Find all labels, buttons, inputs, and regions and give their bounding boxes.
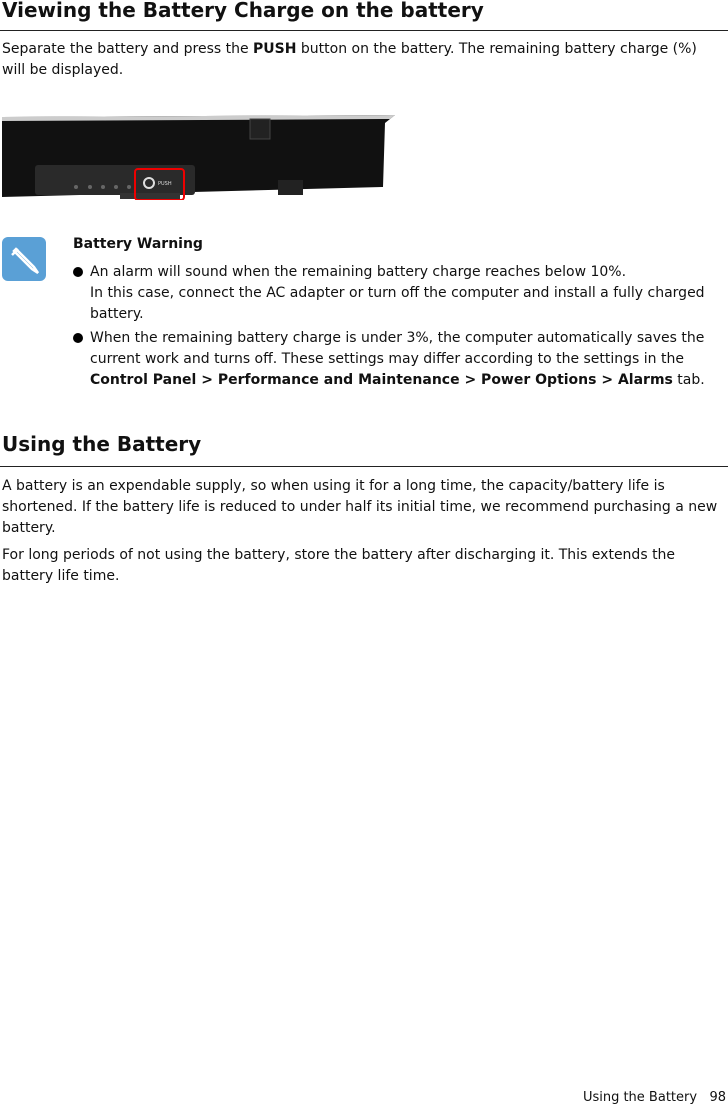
divider <box>0 466 728 467</box>
paragraph: For long periods of not using the battery, store the battery after discharging it. This extends the battery life time. <box>2 547 676 584</box>
push-bold: PUSH <box>253 41 297 57</box>
section-title: Viewing the Battery Charge on the battery <box>2 0 484 22</box>
text: An alarm will sound when the remaining battery charge reaches below 10%. <box>90 264 627 280</box>
footer-section: Using the Battery <box>582 1090 698 1105</box>
battery-image <box>0 105 400 200</box>
push-label: PUSH <box>158 181 172 187</box>
section-title: Using the Battery <box>2 432 202 456</box>
bullet-icon <box>73 333 83 343</box>
text: tab. <box>672 372 705 388</box>
pencil-note-icon <box>2 237 46 281</box>
text: button on the battery. The remaining battery charge (%) will be displayed. <box>2 41 697 78</box>
warning-bullet <box>73 328 728 391</box>
page-number: 98 <box>709 1090 726 1105</box>
text: When the remaining battery charge is under 3%, the computer automatically saves the current work and turns off. These settings may differ according to the settings in the <box>90 330 705 367</box>
intro-paragraph <box>2 39 724 81</box>
bullet-icon <box>73 267 83 277</box>
page-footer <box>583 1090 726 1105</box>
settings-path: Control Panel > Performance and Maintenance > Power Options > Alarms <box>90 372 673 388</box>
text: In this case, connect the AC adapter or turn off the computer and install a fully charged battery. <box>90 285 705 322</box>
divider <box>0 30 728 31</box>
paragraph: A battery is an expendable supply, so when using it for a long time, the capacity/battery life is shortened. If the battery life is reduced to under half its initial time, we recommend purchasing a new battery. <box>2 478 718 536</box>
warning-bullet <box>73 262 728 325</box>
text: Separate the battery and press the <box>2 41 254 57</box>
warning-title: Battery Warning <box>73 236 203 252</box>
